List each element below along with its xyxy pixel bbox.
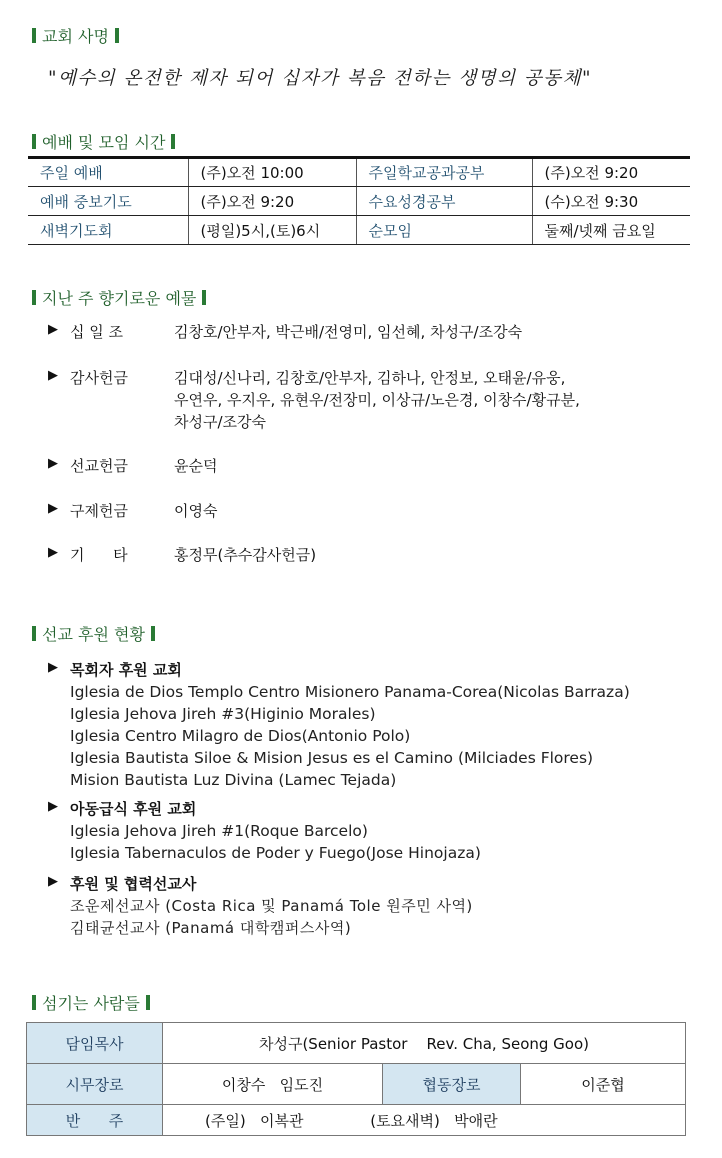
section-heading-mission (32, 24, 119, 47)
section-title: 예배 및 모임 시간 (42, 133, 166, 152)
table-row (27, 1064, 686, 1105)
staff-label: 협동장로 (383, 1064, 521, 1105)
service-name: 예배 중보기도 (28, 187, 188, 216)
list-item: Iglesia de Dios Templo Centro Misionero Panama-Corea(Nicolas Barraza) (70, 683, 630, 701)
section-title: 교회 사명 (42, 27, 109, 46)
list-item: Iglesia Centro Milagro de Dios(Antonio Polo) (70, 727, 411, 745)
bullet-triangle-icon: ▶ (48, 456, 58, 471)
staff-value: 이창수 임도진 (163, 1064, 383, 1105)
bullet-triangle-icon: ▶ (48, 501, 58, 516)
section-heading-servants (32, 991, 150, 1014)
mission-statement: "예수의 온전한 제자 되어 십자가 복음 전하는 생명의 공동체" (48, 68, 592, 89)
heading-bar-right (115, 28, 119, 43)
section-heading-worship (32, 130, 175, 153)
mission-group-title: 목회자 후원 교회 (70, 661, 182, 679)
service-name: 주일 예배 (28, 158, 188, 187)
service-name: 순모임 (356, 216, 532, 245)
mission-group-lines (70, 820, 481, 864)
list-item: Iglesia Jehova Jireh #1(Roque Barcelo) (70, 822, 368, 840)
staff-value: 차성구(Senior Pastor Rev. Cha, Seong Goo) (163, 1023, 686, 1064)
offering-names: 김대성/신나리, 김창호/안부자, 김하나, 안정보, 오태윤/유웅, 우연우, 우지우, 유현우/전장미, 이상규/노은경, 이창수/황규분, 차성구/조강숙 (174, 369, 580, 431)
bullet-triangle-icon: ▶ (48, 545, 58, 560)
section-title: 섬기는 사람들 (42, 994, 140, 1013)
bullet-triangle-icon: ▶ (48, 660, 58, 675)
mission-group-title: 후원 및 협력선교사 (70, 875, 197, 893)
worship-schedule-table (28, 156, 690, 245)
heading-bar-left (32, 626, 36, 641)
heading-bar-left (32, 995, 36, 1010)
service-time: (주)오전 10:00 (188, 158, 356, 187)
offering-category: 기 타 (70, 546, 128, 564)
heading-bar-right (146, 995, 150, 1010)
mission-group-title: 아동급식 후원 교회 (70, 800, 197, 818)
service-name: 새벽기도회 (28, 216, 188, 245)
list-item: Iglesia Jehova Jireh #3(Higinio Morales) (70, 705, 376, 723)
list-item: Mision Bautista Luz Divina (Lamec Tejada) (70, 771, 397, 789)
list-item: 김태균선교사 (Panamá 대학캠퍼스사역) (70, 919, 352, 937)
heading-bar-right (151, 626, 155, 641)
table-row (27, 1023, 686, 1064)
list-item: Iglesia Bautista Siloe & Mision Jesus es el Camino (Milciades Flores) (70, 749, 594, 767)
staff-value: 이준협 (521, 1064, 686, 1105)
heading-bar-left (32, 28, 36, 43)
table-row (28, 216, 690, 245)
section-heading-missions (32, 622, 155, 645)
service-time: 둘째/넷째 금요일 (532, 216, 690, 245)
offering-category: 선교헌금 (70, 457, 128, 475)
section-title: 지난 주 향기로운 예물 (42, 289, 197, 308)
service-time: (수)오전 9:30 (532, 187, 690, 216)
offering-names: 김창호/안부자, 박근배/전영미, 임선혜, 차성구/조강숙 (174, 323, 523, 341)
staff-label: 반 주 (27, 1105, 163, 1136)
bullet-triangle-icon: ▶ (48, 368, 58, 383)
bullet-triangle-icon: ▶ (48, 874, 58, 889)
list-item: 조운제선교사 (Costa Rica 및 Panamá Tole 원주민 사역) (70, 897, 473, 915)
offering-names: 윤순덕 (174, 457, 218, 475)
staff-label: 담임목사 (27, 1023, 163, 1064)
offering-category: 감사헌금 (70, 369, 128, 387)
list-item: Iglesia Tabernaculos de Poder y Fuego(Jose Hinojaza) (70, 844, 481, 862)
bullet-triangle-icon: ▶ (48, 799, 58, 814)
section-heading-offerings (32, 286, 206, 309)
offering-category: 십 일 조 (70, 323, 124, 341)
heading-bar-right (202, 290, 206, 305)
service-time: (주)오전 9:20 (188, 187, 356, 216)
staff-value: (주일) 이복관 (토요새벽) 박애란 (163, 1105, 686, 1136)
service-name: 주일학교공과공부 (356, 158, 532, 187)
staff-table (26, 1022, 686, 1136)
table-row (27, 1105, 686, 1136)
heading-bar-left (32, 290, 36, 305)
service-time: (평일)5시,(토)6시 (188, 216, 356, 245)
mission-group-lines (70, 895, 473, 939)
bullet-triangle-icon: ▶ (48, 322, 58, 337)
mission-group-lines (70, 681, 630, 791)
heading-bar-left (32, 134, 36, 149)
table-row (28, 158, 690, 187)
offering-category: 구제헌금 (70, 502, 128, 520)
table-row (28, 187, 690, 216)
service-time: (주)오전 9:20 (532, 158, 690, 187)
heading-bar-right (171, 134, 175, 149)
staff-label: 시무장로 (27, 1064, 163, 1105)
section-title: 선교 후원 현황 (42, 625, 145, 644)
offering-names: 홍정무(추수감사헌금) (174, 546, 317, 564)
offering-names: 이영숙 (174, 502, 218, 520)
service-name: 수요성경공부 (356, 187, 532, 216)
